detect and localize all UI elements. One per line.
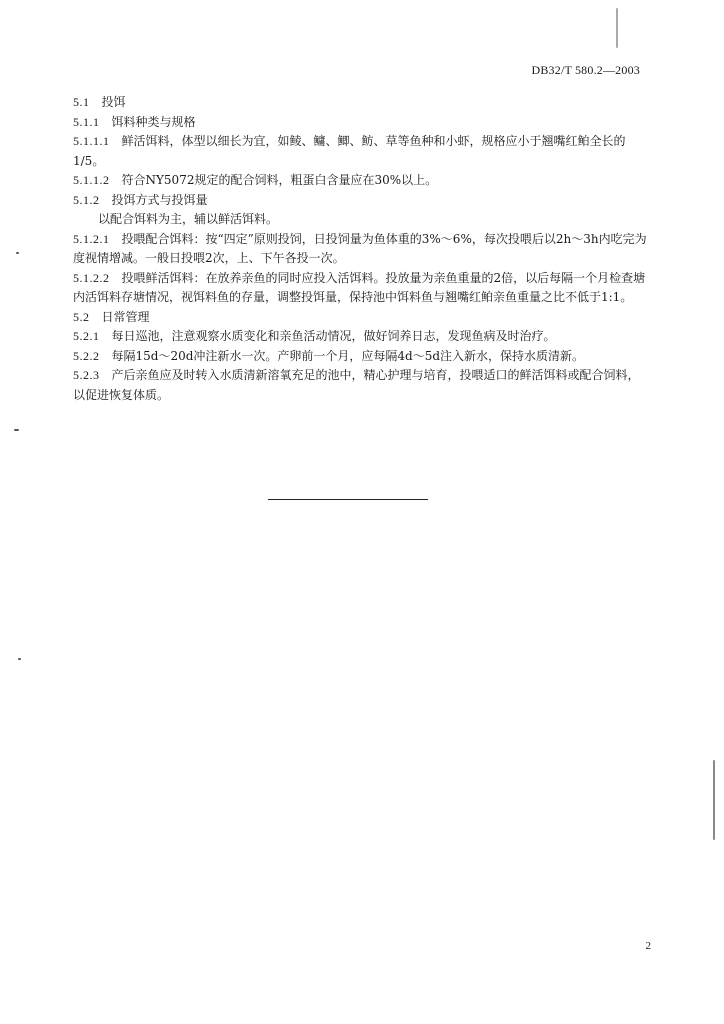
clause-number: 5.2.2 (73, 348, 100, 363)
clause-number: 5.1.1.2 (73, 173, 110, 187)
clause-text: 产后亲鱼应及时转入水质清新溶氧充足的池中，精心护理与培育，投喂适口的鲜活饵料或配合饲料，以促进恢复体质。 (73, 368, 640, 402)
clause-5-1 (73, 93, 648, 113)
clause-number: 5.1.2.1 (73, 231, 110, 246)
clause-text: 每隔15d～20d冲注新水一次。产卵前一个月，应每隔4d～5d注入新水，保持水质清新。 (111, 348, 585, 363)
clause-number: 5.1.1.1 (73, 134, 110, 148)
clause-5-1-2 (73, 191, 648, 211)
clause-5-2-3 (73, 366, 648, 405)
clause-text: 以配合饵料为主，辅以鲜活饵料。 (98, 212, 279, 226)
clause-5-1-1 (73, 113, 648, 133)
clause-5-2-1 (73, 327, 648, 347)
clause-text: 符合NY5072规定的配合饲料，粗蛋白含量应在30%以上。 (121, 173, 438, 187)
clause-number: 5.2.3 (73, 368, 100, 382)
clause-text: 投喂鲜活饵料：在放养亲鱼的同时应投入活饵料。投放量为亲鱼重量的2倍，以后每隔一个月检查塘内活饵料存塘情况，视饵料鱼的存量，调整投饵量，保持池中饵料鱼与翘嘴红鲌亲鱼重量之比不低于1:1。 (73, 270, 646, 304)
clause-5-1-1-2 (73, 171, 648, 191)
clause-text: 饵料种类与规格 (111, 114, 196, 129)
end-rule (268, 499, 428, 500)
clause-5-1-1-1 (73, 132, 648, 171)
standard-number: DB32/T 580.2—2003 (531, 63, 640, 77)
scan-speck (616, 8, 618, 48)
document-body (73, 93, 648, 405)
page-number: 2 (645, 940, 651, 952)
clause-text: 日常管理 (101, 309, 150, 324)
scan-speck (713, 760, 715, 840)
clause-number: 5.2.1 (73, 329, 100, 343)
clause-text: 鲜活饵料，体型以细长为宜，如鲮、鳙、鲫、鲂、草等鱼种和小虾，规格应小于翘嘴红鲌全长的1/5。 (73, 134, 626, 168)
clause-number: 5.1 (73, 95, 90, 109)
clause-number: 5.2 (73, 309, 90, 324)
clause-text: 投饵方式与投饵量 (111, 192, 208, 207)
clause-5-1-2-intro (73, 210, 648, 230)
clause-5-1-2-1 (73, 230, 648, 269)
clause-text: 投饵 (101, 95, 126, 109)
scan-speck (14, 429, 19, 431)
scan-speck (18, 658, 21, 660)
clause-5-2 (73, 308, 648, 328)
clause-5-1-2-2 (73, 269, 648, 308)
clause-number: 5.1.1 (73, 114, 100, 129)
clause-text: 投喂配合饵料：按“四定”原则投饲，日投饲量为鱼体重的3%～6%，每次投喂后以2h～3h内吃完为度视情增减。一般日投喂2次，上、下午各投一次。 (73, 231, 647, 265)
scan-speck (16, 252, 19, 254)
clause-number: 5.1.2 (73, 192, 100, 207)
clause-5-2-2 (73, 347, 648, 367)
clause-text: 每日巡池，注意观察水质变化和亲鱼活动情况，做好饲养日志，发现鱼病及时治疗。 (111, 329, 556, 343)
clause-number: 5.1.2.2 (73, 270, 110, 285)
